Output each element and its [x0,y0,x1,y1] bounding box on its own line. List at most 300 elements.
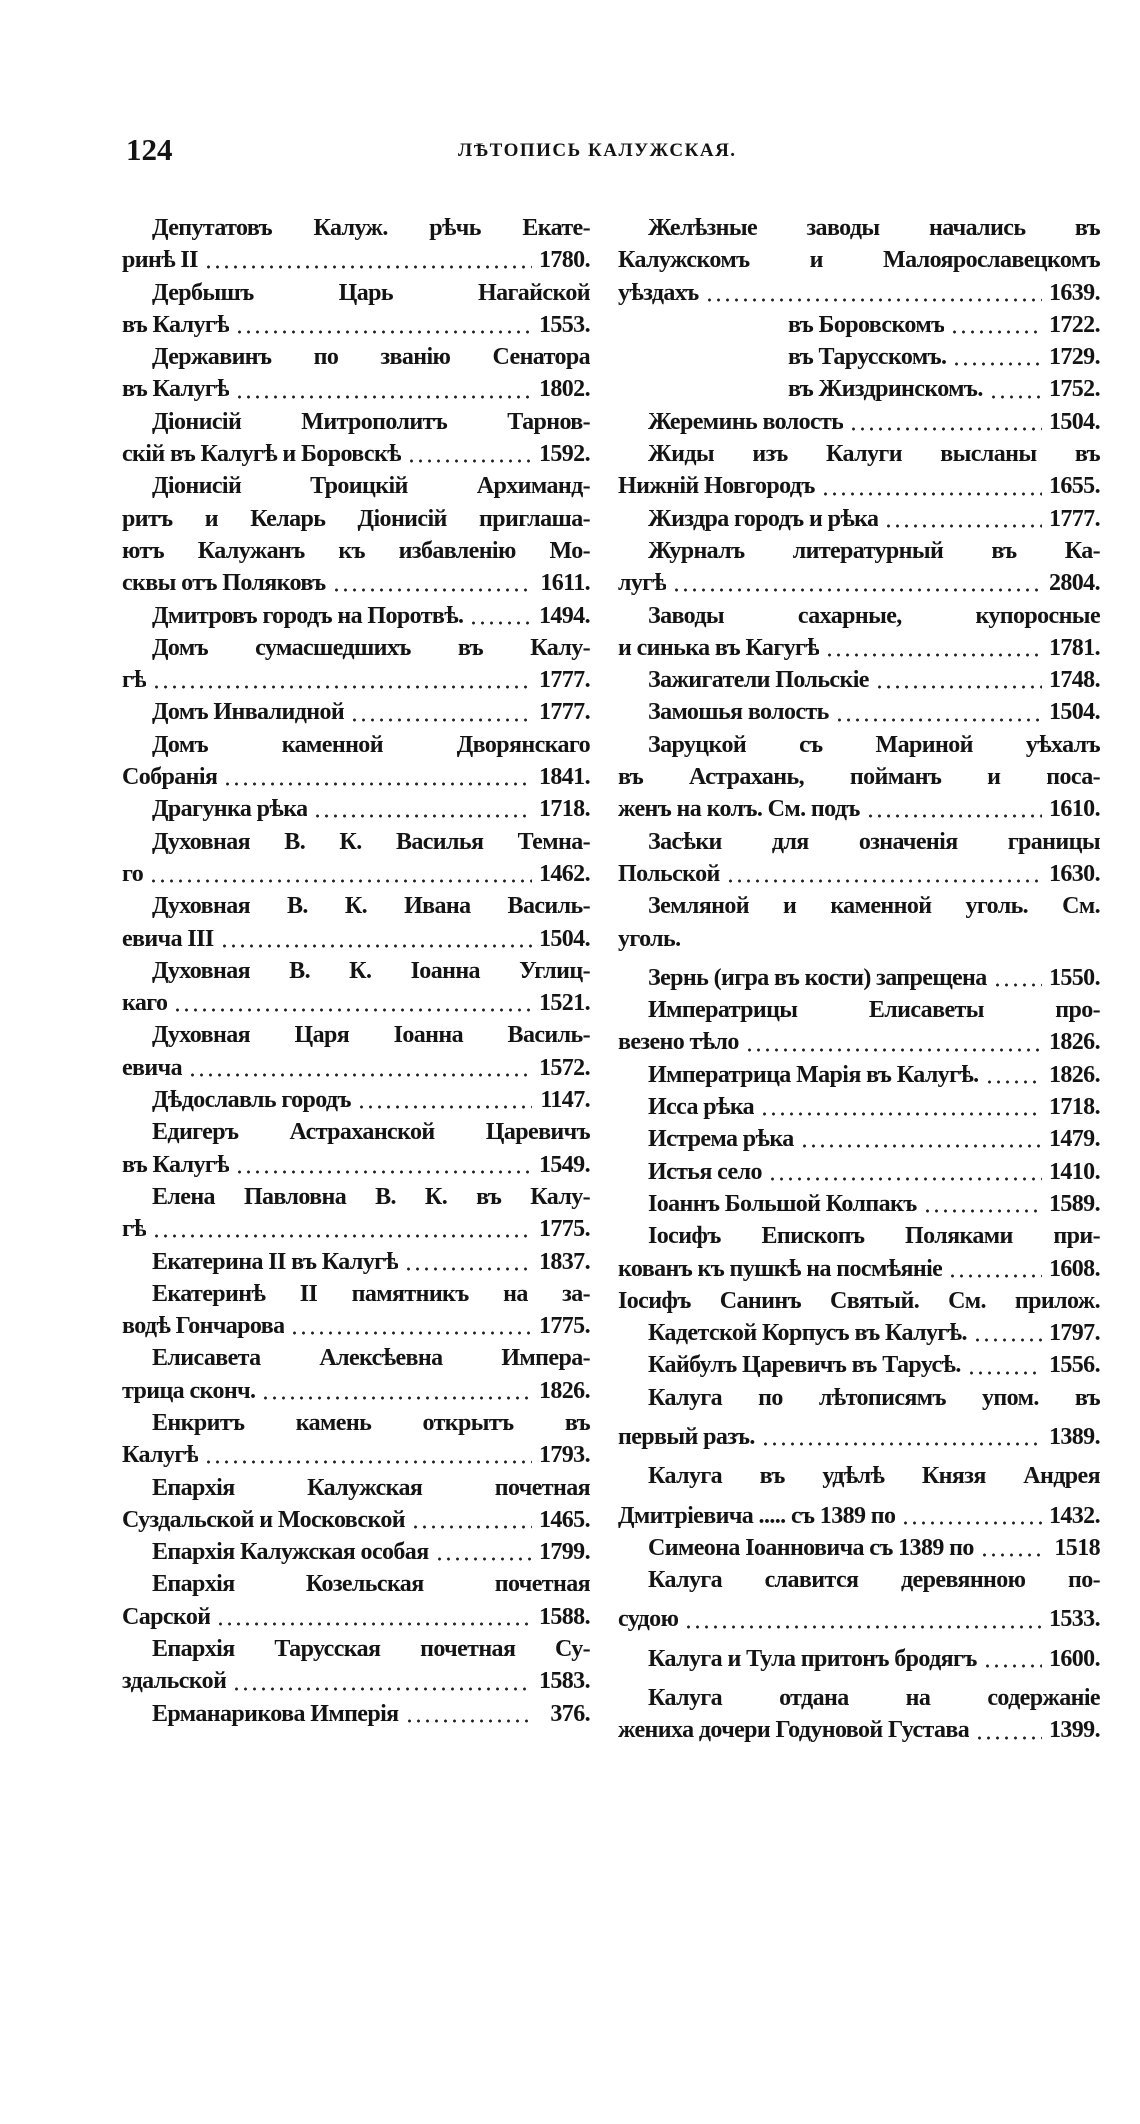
index-line [122,1052,590,1084]
index-line [122,600,590,632]
dot-leader [821,492,1042,496]
index-line [122,987,590,1019]
index-line [618,1603,1100,1635]
entry-text: Іоаннъ Большой Колпакъ [648,1190,917,1217]
entry-text: первый разъ. [618,1423,755,1450]
index-line [618,858,1100,890]
dot-leader [435,1557,532,1561]
entry-year: 1504. [1048,408,1100,435]
dot-leader [800,1144,1042,1148]
dot-leader [684,1625,1042,1629]
entry-text: кованъ къ пушкѣ на посмѣяніе [618,1255,943,1282]
entry-year: 1504. [538,925,590,952]
entry-text: Дѣдославль городъ [152,1087,351,1114]
index-line [122,1019,590,1051]
entry-text: Зажигатели Польскіе [648,667,869,694]
entry-text: Духовная В. К. Іоанна Углиц- [152,957,590,984]
entry-text: евича [122,1054,182,1081]
dot-leader [835,718,1042,722]
index-line [122,1633,590,1665]
index-column-left [122,212,590,1730]
entry-text: Собранія [122,764,218,791]
entry-text: Жиды изъ Калуги высланы въ [648,441,1100,468]
index-line [618,503,1100,535]
entry-text: Императрицы Елисаветы про- [648,997,1100,1024]
entry-text: Императрица Марія въ Калугѣ. [648,1061,979,1088]
index-line [618,309,1100,341]
dot-leader [760,1112,1042,1116]
entry-year: 1777. [538,667,590,694]
dot-leader [983,1664,1042,1668]
entry-year: 1799. [538,1539,590,1566]
dot-leader [261,1396,532,1400]
entry-text: Іосифъ Епископъ Поляками при- [648,1223,1100,1250]
entry-text: Ерманарикова Имперія [152,1700,399,1727]
entry-year: 376. [550,1700,590,1727]
entry-text: Епархія Козельская почетная [152,1571,590,1598]
index-line [618,1091,1100,1123]
entry-year: 1533. [1048,1606,1100,1633]
dot-leader [726,879,1042,883]
entry-text: водѣ Гончарова [122,1313,285,1340]
index-line [618,1714,1100,1746]
entry-text: Домъ каменной Дворянскаго [152,731,590,758]
entry-text: Духовная В. К. Ивана Василь- [152,893,590,920]
index-line [618,406,1100,438]
dot-leader [950,330,1042,334]
dot-leader [849,427,1042,431]
entry-text: въ Тарусскомъ. [788,344,947,371]
entry-year: 1518 [1054,1534,1100,1561]
index-line [618,696,1100,728]
entry-year: 1556. [1048,1352,1100,1379]
index-line [618,1643,1100,1675]
dot-leader [232,1687,532,1691]
index-line [618,826,1100,858]
index-line [122,503,590,535]
entry-text: Драгунка рѣка [152,796,308,823]
entry-year: 1781. [1048,634,1100,661]
index-line [618,1188,1100,1220]
dot-leader [825,653,1042,657]
dot-leader [768,1177,1042,1181]
entry-year: 1752. [1048,376,1100,403]
index-line [618,1382,1100,1414]
entry-text: Екатерина II въ Калугѣ [152,1248,399,1275]
index-line [618,761,1100,793]
dot-leader [235,395,532,399]
entry-text: ринѣ II [122,247,198,274]
index-line [618,1682,1100,1714]
entry-year: 1775. [538,1313,590,1340]
dot-leader [411,1525,532,1529]
index-line [122,664,590,696]
dot-leader [220,944,532,948]
entry-text: Нижній Новгородъ [618,473,815,500]
entry-text: Калуга и Тула притонъ бродягъ [648,1645,977,1672]
index-line [618,1349,1100,1381]
entry-year: 1777. [538,699,590,726]
index-line [122,1504,590,1536]
index-line [122,632,590,664]
index-line [618,923,1100,955]
entry-text: ритъ и Келарь Діонисій приглаша- [122,505,590,532]
entry-year: 1748. [1048,667,1100,694]
entry-text: Засѣки для означенія границы [648,828,1100,855]
index-line [618,1500,1100,1532]
dot-leader [313,814,532,818]
entry-year: 1588. [538,1603,590,1630]
dot-leader [149,879,532,883]
index-line [122,1536,590,1568]
entry-year: 1608. [1048,1255,1100,1282]
entry-year: 1611. [540,570,590,597]
entry-text: скій въ Калугѣ и Боровскѣ [122,441,401,468]
index-line [122,1310,590,1342]
entry-year: 1583. [538,1668,590,1695]
index-line [122,1116,590,1148]
entry-text: Епархія Калужская почетная [152,1474,590,1501]
entry-year: 1504. [1048,699,1100,726]
entry-year: 1826. [538,1377,590,1404]
index-line [122,1084,590,1116]
entry-text: Журналъ литературный въ Ка- [648,537,1100,564]
dot-leader [407,459,532,463]
entry-text: Заводы сахарные, купоросные [648,602,1100,629]
entry-text: Исса рѣка [648,1094,755,1121]
entry-year: 1630. [1048,860,1100,887]
entry-year: 1462. [538,860,590,887]
dot-leader [204,265,532,269]
entry-year: 1777. [1048,505,1100,532]
index-line [122,826,590,858]
entry-year: 1494. [538,602,590,629]
entry-text: Калуга славится деревянною по- [648,1567,1100,1594]
index-line [122,341,590,373]
entry-text: Истрема рѣка [648,1126,794,1153]
entry-year: 2804. [1048,570,1100,597]
index-line [122,1568,590,1600]
entry-text: Діонисій Троицкій Архиманд- [152,473,590,500]
entry-text: Духовная Царя Іоанна Василь- [152,1022,590,1049]
dot-leader [235,330,532,334]
page-number: 124 [126,132,173,167]
entry-year: 1718. [1048,1094,1100,1121]
index-line [122,1407,590,1439]
dot-leader [357,1105,532,1109]
entry-text: Заруцкой съ Мариной уѣхалъ [648,731,1100,758]
index-line [122,406,590,438]
dot-leader [875,685,1042,689]
index-line [122,1472,590,1504]
dot-leader [672,588,1042,592]
index-line [122,1213,590,1245]
entry-year: 1479. [1048,1126,1100,1153]
index-line [618,1156,1100,1188]
entry-text: Дмитровъ городъ на Поротвѣ. [152,602,464,629]
entry-year: 1399. [1048,1717,1100,1744]
dot-leader [866,814,1042,818]
entry-year: 1841. [538,764,590,791]
entry-text: Епархія Калужская особая [152,1539,429,1566]
index-line [122,1181,590,1213]
index-line [618,890,1100,922]
entry-text: Замошья волость [648,699,829,726]
dot-leader [290,1331,532,1335]
index-line [122,1601,590,1633]
dot-leader [223,782,532,786]
dot-leader [967,1371,1042,1375]
entry-text: уголь. [618,925,681,952]
entry-text: въ Боровскомъ [788,311,945,338]
index-line [122,1246,590,1278]
dot-leader [152,1234,532,1238]
entry-text: въ Калугѣ [122,311,230,338]
index-line [618,1059,1100,1091]
dot-leader [705,298,1042,302]
dot-leader [993,983,1042,987]
entry-text: сквы отъ Поляковъ [122,570,326,597]
entry-text: Енкритъ камень открытъ въ [152,1409,590,1436]
entry-year: 1655. [1048,473,1100,500]
entry-text: Кадетской Корпусъ въ Калугѣ. [648,1320,967,1347]
entry-text: Іосифъ Санинъ Святый. См. прилож. [618,1287,1100,1314]
entry-text: въ Жиздринскомъ. [788,376,983,403]
entry-text: Польской [618,860,720,887]
entry-text: Зернь (игра въ кости) запрещена [648,964,987,991]
entry-text: жениха дочери Годуновой Густава [618,1717,970,1744]
index-line [122,535,590,567]
index-line [122,212,590,244]
entry-text: Едигеръ Астраханской Царевичъ [152,1119,590,1146]
index-line [122,1342,590,1374]
entry-text: Калуга по лѣтописямъ упом. въ [648,1384,1100,1411]
entry-text: Державинъ по званію Сенатора [152,344,590,371]
dot-leader [404,1267,532,1271]
index-line [618,962,1100,994]
index-line [618,373,1100,405]
entry-year: 1389. [1048,1423,1100,1450]
dot-leader [948,1274,1042,1278]
entry-text: Домъ сумасшедшихъ въ Калу- [152,634,590,661]
entry-year: 1793. [538,1442,590,1469]
entry-year: 1465. [538,1506,590,1533]
index-line [122,1439,590,1471]
dot-leader [952,362,1042,366]
index-line [618,1253,1100,1285]
entry-text: Калугѣ [122,1442,199,1469]
entry-text: Діонисій Митрополитъ Тарнов- [152,408,590,435]
index-line [122,277,590,309]
index-line [618,438,1100,470]
dot-leader [745,1048,1042,1052]
index-line [618,470,1100,502]
index-line [618,567,1100,599]
dot-leader [989,395,1042,399]
entry-text: и синька въ Кагугѣ [618,634,820,661]
index-line [122,1375,590,1407]
entry-year: 1722. [1048,311,1100,338]
dot-leader [980,1553,1042,1557]
index-line [618,1285,1100,1317]
entry-text: евича III [122,925,214,952]
entry-text: Жиздра городъ и рѣка [648,505,879,532]
entry-text: Желѣзные заводы начались въ [648,215,1100,241]
entry-text: Елисавета Алексѣевна Импера- [152,1345,590,1372]
dot-leader [901,1521,1042,1525]
index-line [122,244,590,276]
index-line [122,729,590,761]
index-line [618,244,1100,276]
dot-leader [405,1719,532,1723]
index-line [618,600,1100,632]
dot-leader [884,524,1042,528]
index-line [618,1317,1100,1349]
index-line [122,1149,590,1181]
dot-leader [469,621,532,625]
entry-text: Земляной и каменной уголь. См. [648,893,1100,920]
entry-text: Жереминь волость [648,408,844,435]
index-line [618,1123,1100,1155]
dot-leader [923,1209,1042,1213]
dot-leader [985,1080,1042,1084]
entry-year: 1639. [1048,279,1100,306]
index-line [618,994,1100,1026]
entry-text: Дмитріевича ..... съ 1389 по [618,1502,896,1529]
entry-year: 1147. [540,1087,590,1114]
index-line [618,632,1100,664]
entry-year: 1780. [538,247,590,274]
entry-text: Симеона Іоанновича съ 1389 по [648,1534,974,1561]
index-line [122,1665,590,1697]
dot-leader [235,1170,532,1174]
index-line [122,696,590,728]
entry-text: женъ на колъ. См. подъ [618,796,860,823]
entry-text: каго [122,990,168,1017]
index-line [122,793,590,825]
entry-text: гѣ [122,667,147,694]
entry-year: 1592. [538,441,590,468]
entry-text: Суздальской и Московской [122,1506,406,1533]
dot-leader [350,718,532,722]
entry-year: 1826. [1048,1061,1100,1088]
index-line [618,1460,1100,1492]
dot-leader [761,1442,1042,1446]
entry-text: Духовная В. К. Василья Темна- [152,828,590,855]
entry-text: Епархія Тарусская почетная Су- [152,1636,590,1663]
entry-text: судою [618,1606,679,1633]
entry-text: Истья село [648,1158,762,1185]
entry-text: въ Калугѣ [122,1151,230,1178]
index-line [122,309,590,341]
index-line [618,793,1100,825]
index-line [122,438,590,470]
entry-text: Домъ Инвалидной [152,699,345,726]
entry-year: 1718. [538,796,590,823]
entry-year: 1432. [1048,1502,1100,1529]
dot-leader [204,1460,532,1464]
entry-year: 1729. [1048,344,1100,371]
entry-year: 1410. [1048,1158,1100,1185]
dot-leader [188,1073,532,1077]
entry-text: Калужскомъ и Малоярославецкомъ [618,247,1100,274]
index-line [618,1421,1100,1453]
entry-year: 1550. [1048,964,1100,991]
entry-year: 1549. [538,1151,590,1178]
entry-text: Сарской [122,1603,211,1630]
entry-text: здальской [122,1668,227,1695]
index-line [618,729,1100,761]
index-line [618,212,1100,244]
entry-text: трица сконч. [122,1377,256,1404]
running-title: ЛѢТОПИСЬ КАЛУЖСКАЯ. [458,140,737,161]
index-line [618,535,1100,567]
entry-text: го [122,860,144,887]
dot-leader [975,1736,1042,1740]
index-line [618,1532,1100,1564]
entry-text: везено тѣло [618,1029,739,1056]
dot-leader [216,1622,532,1626]
entry-text: Депутатовъ Калуж. рѣчь Екате- [152,215,590,241]
entry-year: 1837. [538,1248,590,1275]
entry-year: 1826. [1048,1029,1100,1056]
dot-leader [973,1338,1042,1342]
entry-text: Калуга отдана на содержаніе [648,1685,1100,1712]
entry-text: уѣздахъ [618,279,699,306]
index-line [122,1278,590,1310]
entry-text: Кайбулъ Царевичъ въ Тарусѣ. [648,1352,961,1379]
entry-text: ютъ Калужанъ къ избавленію Мо- [122,537,590,564]
entry-year: 1775. [538,1216,590,1243]
entry-year: 1600. [1048,1645,1100,1672]
index-line [122,923,590,955]
index-line [122,567,590,599]
index-line [618,1220,1100,1252]
dot-leader [332,588,532,592]
entry-year: 1802. [538,376,590,403]
entry-year: 1553. [538,311,590,338]
index-column-right [618,212,1100,1747]
index-line [122,955,590,987]
entry-text: Дербышъ Царь Нагайской [152,279,590,306]
entry-year: 1797. [1048,1320,1100,1347]
entry-text: въ Астрахань, пойманъ и поса- [618,764,1100,791]
entry-text: Елена Павловна В. К. въ Калу- [152,1183,590,1210]
index-line [122,761,590,793]
entry-text: гѣ [122,1216,147,1243]
dot-leader [173,1008,532,1012]
index-line [122,373,590,405]
entry-year: 1589. [1048,1190,1100,1217]
index-line [122,890,590,922]
index-line [618,1026,1100,1058]
index-line [618,341,1100,373]
index-line [122,470,590,502]
entry-year: 1610. [1048,796,1100,823]
index-line [618,1564,1100,1596]
entry-text: Екатеринѣ II памятникъ на за- [152,1280,590,1307]
entry-text: въ Калугѣ [122,376,230,403]
index-line [122,1698,590,1730]
index-line [618,664,1100,696]
entry-year: 1572. [538,1054,590,1081]
entry-text: Калуга въ удѣлѣ Князя Андрея [648,1463,1100,1490]
index-line [122,858,590,890]
entry-text: лугѣ [618,570,667,597]
entry-year: 1521. [538,990,590,1017]
index-line [618,277,1100,309]
dot-leader [152,685,532,689]
